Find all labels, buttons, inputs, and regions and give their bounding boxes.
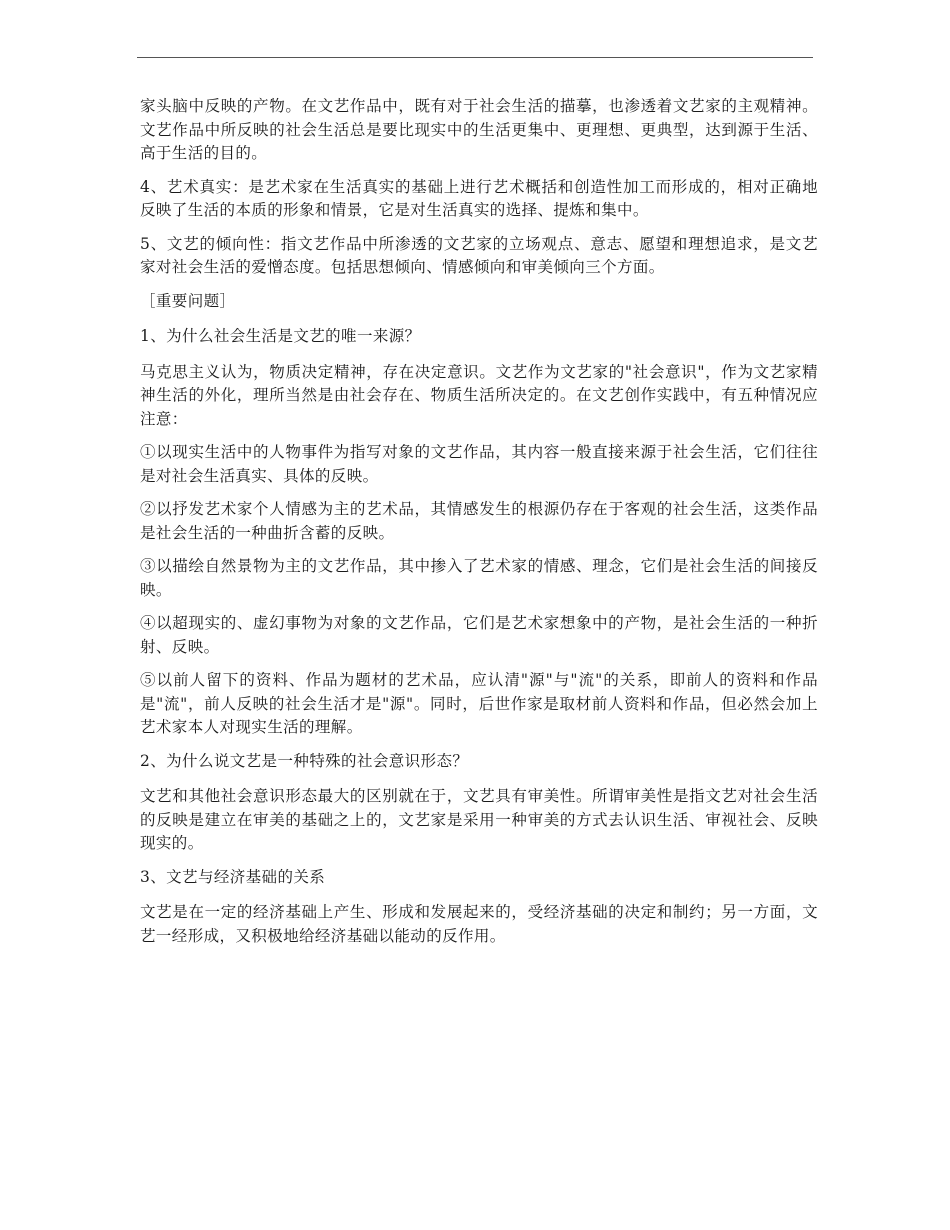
heading-question-1: 1、为什么社会生活是文艺的唯一来源？ [140, 327, 421, 345]
header-rule [137, 57, 813, 58]
paragraph-question-3-answer: 文艺是在一定的经济基础上产生、形成和发展起来的，受经济基础的决定和制约；另一方面，文艺一经形成，又积极地给经济基础以能动的反作用。 [140, 903, 818, 945]
heading-important-questions: ［重要问题］ [140, 291, 236, 310]
paragraph-tendency: 5、文艺的倾向性：指文艺作品中所渗透的文艺家的立场观点、意志、愿望和理想追求，是文艺家对社会生活的爱憎态度。包括思想倾向、情感倾向和审美倾向三个方面。 [140, 234, 818, 276]
paragraph-case-4: ④以超现实的、虚幻事物为对象的文艺作品，它们是艺术家想象中的产物，是社会生活的一种折射、反映。 [140, 614, 818, 656]
heading-question-3: 3、文艺与经济基础的关系 [140, 867, 326, 886]
document-body [140, 95, 818, 958]
paragraph-case-5: ⑤以前人留下的资料、作品为题材的艺术品，应认清"源"与"流"的关系，即前人的资料和作品是"流"，前人反映的社会生活才是"源"。同时，后世作家是取材前人资料和作品，但必然会加上艺术家本人对现实生活的理解。 [140, 671, 818, 736]
paragraph-art-truth: 4、艺术真实：是艺术家在生活真实的基础上进行艺术概括和创造性加工而形成的，相对正确地反映了生活的本质的形象和情景，它是对生活真实的选择、提炼和集中。 [140, 177, 818, 219]
heading-question-2: 2、为什么说文艺是一种特殊的社会意识形态？ [140, 751, 469, 770]
paragraph-case-2: ②以抒发艺术家个人情感为主的艺术品，其情感发生的根源仍存在于客观的社会生活，这类作品是社会生活的一种曲折含蓄的反映。 [140, 500, 818, 542]
paragraph-case-3: ③以描绘自然景物为主的文艺作品，其中掺入了艺术家的情感、理念，它们是社会生活的间接反映。 [140, 557, 818, 599]
paragraph-continuation: 家头脑中反映的产物。在文艺作品中，既有对于社会生活的描摹，也渗透着文艺家的主观精神。文艺作品中所反映的社会生活总是要比现实中的生活更集中、更理想、更典型，达到源于生活、高于生活的目的。 [140, 97, 818, 162]
paragraph-question-1-answer: 马克思主义认为，物质决定精神，存在决定意识。文艺作为文艺家的"社会意识"，作为文艺家精神生活的外化，理所当然是由社会存在、物质生活所决定的。在文艺创作实践中，有五种情况应注意： [140, 362, 818, 428]
paragraph-case-1: ①以现实生活中的人物事件为指写对象的文艺作品，其内容一般直接来源于社会生活，它们往往是对社会生活真实、具体的反映。 [140, 443, 818, 485]
paragraph-question-2-answer: 文艺和其他社会意识形态最大的区别就在于，文艺具有审美性。所谓审美性是指文艺对社会生活的反映是建立在审美的基础之上的，文艺家是采用一种审美的方式去认识生活、审视社会、反映现实的。 [140, 787, 818, 852]
